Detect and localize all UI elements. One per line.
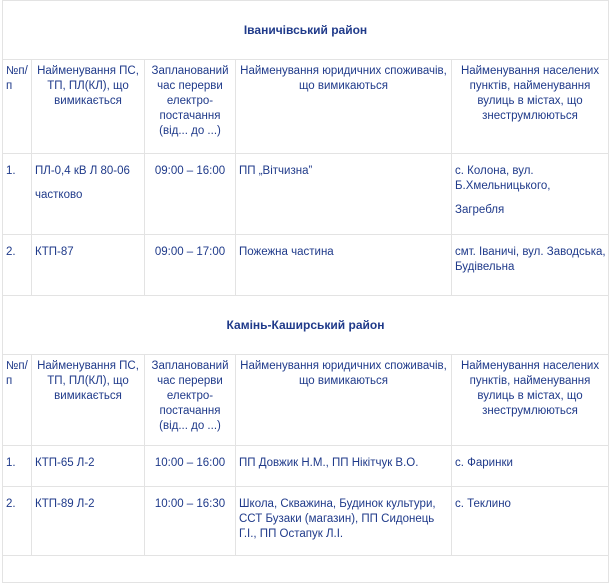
header-num: №п/п: [3, 355, 32, 446]
header-localities: Найменування населених пунктів, найменування вулиць в містах, що знеструмлюються: [452, 355, 609, 446]
row-num: 2.: [3, 235, 32, 296]
row-localities: с. Теклино: [452, 487, 609, 556]
district-title: Камінь-Каширський район: [3, 296, 609, 355]
row-localities: смт. Іваничі, вул. Заводська, Будівельна: [452, 235, 609, 296]
row-consumers: ПП Довжик Н.М., ПП Нікітчук В.О.: [236, 446, 452, 487]
header-consumers: Найменування юридичних споживачів, що вимикаються: [236, 60, 452, 154]
row-num: 1.: [3, 446, 32, 487]
district-title-row: [3, 1, 609, 60]
outage-schedule-table: [2, 0, 609, 583]
header-consumers: Найменування юридичних споживачів, що вимикаються: [236, 355, 452, 446]
district-title: Іваничівський район: [3, 1, 609, 60]
row-num: 2.: [3, 487, 32, 556]
row-name: КТП-65 Л-2: [32, 446, 145, 487]
table-row: [3, 446, 609, 487]
row-name-text: ПЛ-0,4 кВ Л 80-06: [35, 165, 130, 177]
row-consumers: ПП „Вітчизна”: [236, 154, 452, 235]
header-name: Найменування ПС, ТП, ПЛ(КЛ), що вимикається: [32, 355, 145, 446]
row-name: [32, 154, 145, 235]
row-name-extra: частково: [35, 189, 83, 201]
row-time: 10:00 – 16:30: [145, 487, 236, 556]
row-name: КТП-89 Л-2: [32, 487, 145, 556]
table-header-row: [3, 355, 609, 446]
row-time: 09:00 – 16:00: [145, 154, 236, 235]
row-time: 10:00 – 16:00: [145, 446, 236, 487]
header-name: Найменування ПС, ТП, ПЛ(КЛ), що вимикається: [32, 60, 145, 154]
row-name: КТП-87: [32, 235, 145, 296]
row-num: 1.: [3, 154, 32, 235]
row-localities-text: с. Колона, вул. Б.Хмельницького,: [455, 165, 551, 192]
header-time: Запланований час перерви електро-постачання (від... до ...): [145, 355, 236, 446]
header-time: Запланований час перерви електро-постачання (від... до ...): [145, 60, 236, 154]
district-title-row: [3, 296, 609, 355]
row-localities-extra: Загребля: [455, 204, 505, 216]
table-end-cell: [3, 556, 609, 583]
row-consumers: Школа, Скважина, Будинок культури, ССТ Бузаки (магазин), ПП Сидонець Г.І., ПП Остапук Л.І.: [236, 487, 452, 556]
row-consumers: Пожежна частина: [236, 235, 452, 296]
row-localities: с. Фаринки: [452, 446, 609, 487]
table-end-row: [3, 556, 609, 583]
table-row: [3, 154, 609, 235]
row-time: 09:00 – 17:00: [145, 235, 236, 296]
table-row: [3, 235, 609, 296]
row-localities: [452, 154, 609, 235]
header-num: №п/п: [3, 60, 32, 154]
header-localities: Найменування населених пунктів, найменування вулиць в містах, що знеструмлюються: [452, 60, 609, 154]
table-row: [3, 487, 609, 556]
table-header-row: [3, 60, 609, 154]
